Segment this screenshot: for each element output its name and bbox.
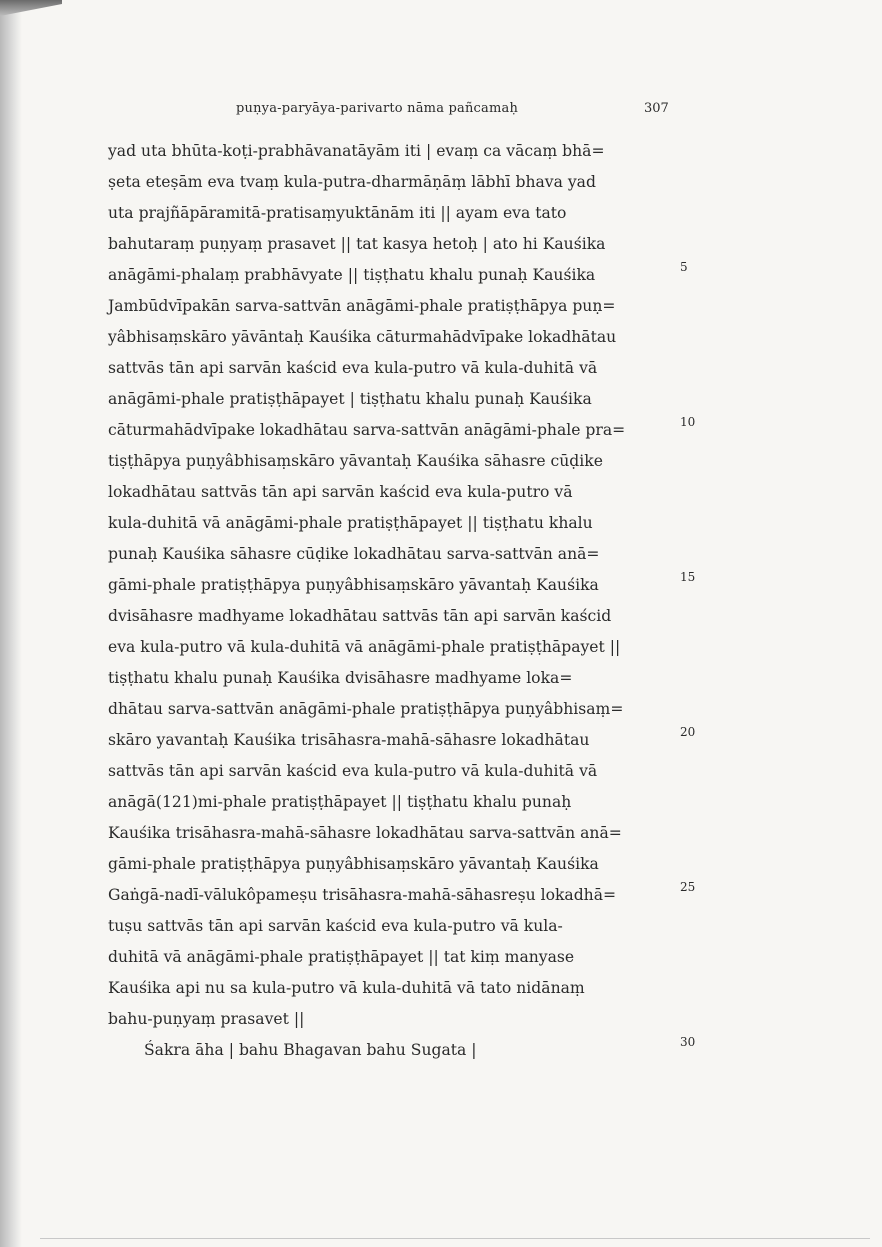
line-number: 20 — [680, 725, 696, 739]
text-line: ṣeta eteṣām eva tvaṃ kula-putra-dharmāṇāṃ lābhī bhava yad — [108, 173, 596, 191]
text-line: kula-duhitā vā anāgāmi-phale pratiṣṭhāpayet || tiṣṭhatu khalu — [108, 514, 593, 532]
scan-binding-edge — [0, 0, 22, 1247]
running-head — [236, 101, 669, 123]
text-line: sattvās tān api sarvān kaścid eva kula-putro vā kula-duhitā vā — [108, 762, 598, 780]
line-number: 5 — [680, 260, 688, 274]
scan-bottom-edge — [40, 1238, 870, 1239]
text-line: anāgā(121)mi-phale pratiṣṭhāpayet || tiṣṭhatu khalu punaḥ — [108, 793, 572, 811]
text-block — [108, 136, 628, 1066]
text-line: dhātau sarva-sattvān anāgāmi-phale pratiṣṭhāpya puṇyâbhisaṃ= — [108, 700, 624, 718]
text-line: punaḥ Kauśika sāhasre cūḍike lokadhātau sarva-sattvān anā= — [108, 545, 600, 563]
running-title: puṇya-paryāya-parivarto nāma pañcamaḥ — [236, 101, 519, 116]
text-line: tiṣṭhatu khalu punaḥ Kauśika dvisāhasre madhyame loka= — [108, 669, 573, 687]
text-line: skāro yavantaḥ Kauśika trisāhasra-mahā-sāhasre lokadhātau — [108, 731, 590, 749]
text-line: gāmi-phale pratiṣṭhāpya puṇyâbhisaṃskāro yāvantaḥ Kauśika — [108, 855, 599, 873]
text-line: sattvās tān api sarvān kaścid eva kula-putro vā kula-duhitā vā — [108, 359, 598, 377]
text-line: bahutaraṃ puṇyaṃ prasavet || tat kasya hetoḥ | ato hi Kauśika — [108, 235, 606, 253]
text-line: Kauśika trisāhasra-mahā-sāhasre lokadhātau sarva-sattvān anā= — [108, 824, 622, 842]
text-line: tiṣṭhāpya puṇyâbhisaṃskāro yāvantaḥ Kauśika sāhasre cūḍike — [108, 452, 603, 470]
line-number: 15 — [680, 570, 696, 584]
text-line: Jambūdvīpakān sarva-sattvān anāgāmi-phale pratiṣṭhāpya puṇ= — [108, 297, 616, 315]
page-number: 307 — [644, 101, 669, 116]
text-line: tuṣu sattvās tān api sarvān kaścid eva kula-putro vā kula- — [108, 917, 563, 935]
text-line: yâbhisaṃskāro yāvāntaḥ Kauśika cāturmahādvīpake lokadhātau — [108, 328, 617, 346]
text-line: lokadhātau sattvās tān api sarvān kaścid eva kula-putro vā — [108, 483, 573, 501]
text-line: dvisāhasre madhyame lokadhātau sattvās tān api sarvān kaścid — [108, 607, 612, 625]
text-line: Śakra āha | bahu Bhagavan bahu Sugata | — [144, 1041, 477, 1059]
line-number: 10 — [680, 415, 696, 429]
line-number: 25 — [680, 880, 696, 894]
text-line: cāturmahādvīpake lokadhātau sarva-sattvān anāgāmi-phale pra= — [108, 421, 626, 439]
text-line: gāmi-phale pratiṣṭhāpya puṇyâbhisaṃskāro yāvantaḥ Kauśika — [108, 576, 599, 594]
text-line: uta prajñāpāramitā-pratisaṃyuktānām iti || ayam eva tato — [108, 204, 567, 222]
text-line: Gaṅgā-nadī-vālukôpameṣu trisāhasra-mahā-sāhasreṣu lokadhā= — [108, 886, 617, 904]
scan-corner-mark — [0, 0, 62, 16]
text-line: anāgāmi-phale pratiṣṭhāpayet | tiṣṭhatu khalu punaḥ Kauśika — [108, 390, 592, 408]
text-line: bahu-puṇyaṃ prasavet || — [108, 1010, 305, 1028]
line-number: 30 — [680, 1035, 696, 1049]
text-line: eva kula-putro vā kula-duhitā vā anāgāmi-phale pratiṣṭhāpayet || — [108, 638, 621, 656]
text-line: anāgāmi-phalaṃ prabhāvyate || tiṣṭhatu khalu punaḥ Kauśika — [108, 266, 596, 284]
text-line: yad uta bhūta-koṭi-prabhāvanatāyām iti | evaṃ ca vācaṃ bhā= — [108, 142, 605, 160]
text-line: Kauśika api nu sa kula-putro vā kula-duhitā vā tato nidānaṃ — [108, 979, 585, 997]
text-line: duhitā vā anāgāmi-phale pratiṣṭhāpayet || tat kiṃ manyase — [108, 948, 575, 966]
